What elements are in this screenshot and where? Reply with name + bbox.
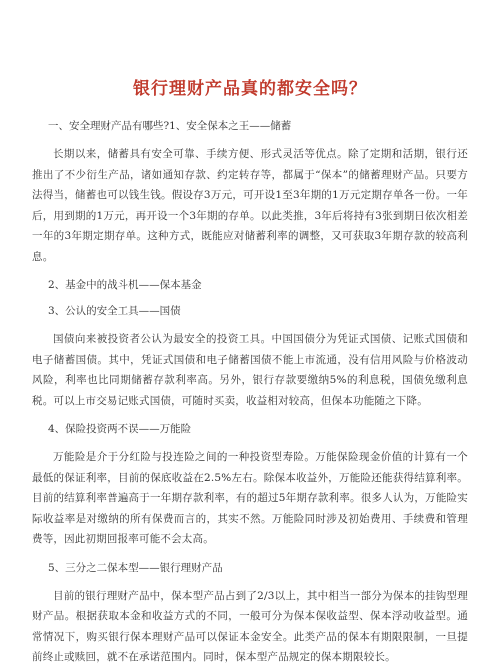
section-heading-2: 2、基金中的战斗机——保本基金 [48, 279, 202, 291]
section-heading-1: 一、安全理财产品有哪些?1、安全保本之王——储蓄 [48, 120, 292, 132]
section-heading-5: 5、三分之二保本型——银行理财产品 [48, 561, 223, 574]
section-heading-4: 4、保险投资两不误——万能险 [48, 423, 192, 435]
section-heading-3: 3、公认的安全工具——国债 [48, 305, 181, 317]
page-title: 银行理财产品真的都安全吗？ [133, 79, 367, 99]
section-paragraph-3: 国债向来被投资者公认为最安全的投资工具。中国国债分为凭证式国债、记账式国债和电子储蓄国债。其中，凭证式国债和电子储蓄国债不能上市流通，没有信用风险与价格波动风险，利率也比同期储蓄存款利率高。另外，银行存款要缴纳5%的利息税，国债免缴利息税。可以上市交易记账式国债，可随时买卖，收益相对较高，但保本功能随之下降。 [32, 333, 468, 407]
section-paragraph-1: 长期以来，储蓄具有安全可靠、手续方便、形式灵活等优点。除了定期和活期，银行还推出了不少衍生产品，诸如通知存款、约定转存等，都属于“保本”的储蓄理财产品。只要方法得当，储蓄也可以钱生钱。假设存3万元，可开设1至3年期的1万元定期存单各一份。一年后，用到期的1万元，再开设一个3年期的存单。以此类推，3年后将持有3张到期日依次相差一年的3年期定期存单。这种方式，既能应对储蓄利率的调整，又可获取3年期存款的较高利息。 [32, 148, 468, 263]
section-paragraph-4: 万能险是介于分红险与投连险之间的一种投资型寿险。万能保险现金价值的计算有一个最低的保证利率，目前的保底收益在2.5%左右。除保本收益外，万能险还能获得结算利率。目前的结算利率普遍高于一年期存款利率，有的超过5年期存款利率。很多人认为，万能险实际收益率是对缴纳的所有保费而言的，其实不然。万能险同时涉及初始费用、手续费和管理费等，因此初期回报率可能不会太高。 [32, 451, 468, 545]
section-paragraph-5: 目前的银行理财产品中，保本型产品占到了2/3以上，其中相当一部分为保本的挂钩型理财产品。根据获取本金和收益方式的不同，一般可分为保本保收益型、保本浮动收益型。通常情况下，购买银行保本理财产品可以保证本金安全。此类产品的保本有期限限制，一旦提前终止或赎回，就不在承诺范围内。同时，保本型产品规定的保本期限较长。 [32, 589, 468, 663]
